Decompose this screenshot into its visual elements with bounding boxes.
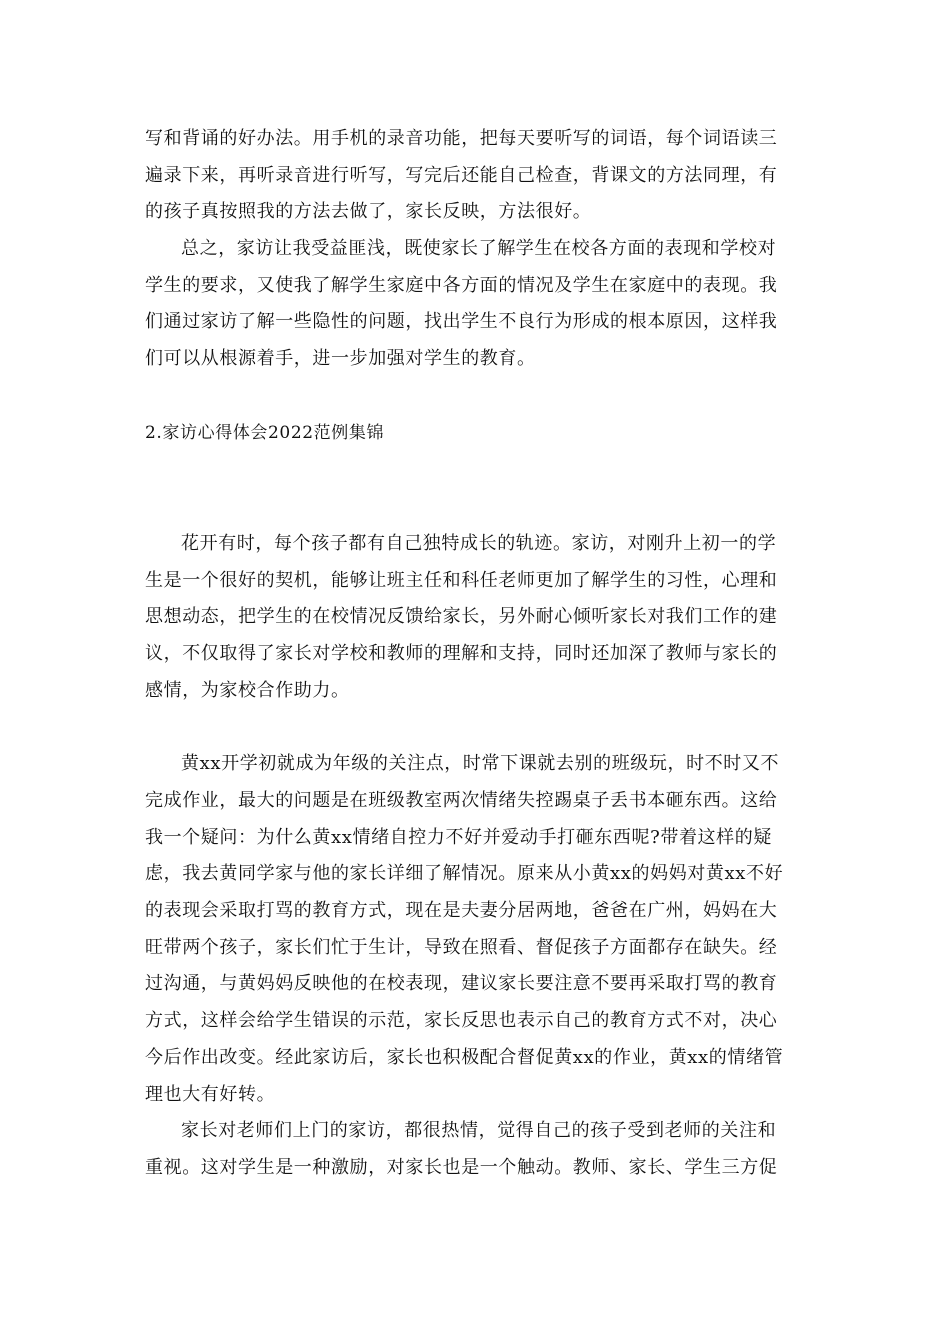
paragraph-1-line-3: 的孩子真按照我的方法去做了，家长反映，方法很好。 [145,201,592,222]
paragraph-2-line-2: 学生的要求，又使我了解学生家庭中各方面的情况及学生在家庭中的表现。我 [145,275,778,296]
paragraph-2-line-1: 总之，家访让我受益匪浅，既使家长了解学生在校各方面的表现和学校对 [181,238,777,259]
paragraph-4-line-10: 理也大有好转。 [145,1084,276,1105]
paragraph-3-line-2: 生是一个很好的契机，能够让班主任和科任老师更加了解学生的习性，心理和 [145,570,778,591]
paragraph-3-line-4: 议，不仅取得了家长对学校和教师的理解和支持，同时还加深了教师与家长的 [145,643,778,664]
paragraph-5-line-1: 家长对老师们上门的家访，都很热情，觉得自己的孩子受到老师的关注和 [181,1120,777,1141]
paragraph-3-line-3: 思想动态，把学生的在校情况反馈给家长，另外耐心倾听家长对我们工作的建 [145,606,778,627]
paragraph-4-line-3: 我一个疑问：为什么黄xx情绪自控力不好并爱动手打砸东西呢?带着这样的疑 [145,827,772,848]
paragraph-4-line-9: 今后作出改变。经此家访后，家长也积极配合督促黄xx的作业，黄xx的情绪管 [145,1047,784,1068]
paragraph-3-line-5: 感情，为家校合作助力。 [145,680,350,701]
paragraph-3-line-1: 花开有时，每个孩子都有自己独特成长的轨迹。家访，对刚升上初一的学 [181,533,777,554]
paragraph-1-line-2: 遍录下来，再听录音进行听写，写完后还能自己检查，背课文的方法同理，有 [145,165,778,186]
paragraph-4-line-6: 旺带两个孩子，家长们忙于生计，导致在照看、督促孩子方面都存在缺失。经 [145,937,778,958]
paragraph-4-line-2: 完成作业，最大的问题是在班级教室两次情绪失控踢桌子丢书本砸东西。这给 [145,790,778,811]
section-heading: 2.家访心得体会2022范例集锦 [145,423,385,443]
paragraph-4-line-8: 方式，这样会给学生错误的示范，家长反思也表示自己的教育方式不对，决心 [145,1010,778,1031]
paragraph-1-line-1: 写和背诵的好办法。用手机的录音功能，把每天要听写的词语，每个词语读三 [145,128,778,149]
paragraph-2-line-4: 们可以从根源着手，进一步加强对学生的教育。 [145,348,536,369]
paragraph-5-line-2: 重视。这对学生是一种激励，对家长也是一个触动。教师、家长、学生三方促 [145,1157,778,1178]
paragraph-4-line-7: 过沟通，与黄妈妈反映他的在校表现，建议家长要注意不要再采取打骂的教育 [145,973,778,994]
paragraph-2-line-3: 们通过家访了解一些隐性的问题，找出学生不良行为形成的根本原因，这样我 [145,311,778,332]
paragraph-4-line-5: 的表现会采取打骂的教育方式，现在是夫妻分居两地，爸爸在广州，妈妈在大 [145,900,778,921]
paragraph-4-line-1: 黄xx开学初就成为年级的关注点，时常下课就去别的班级玩，时不时又不 [181,753,780,774]
paragraph-4-line-4: 虑，我去黄同学家与他的家长详细了解情况。原来从小黄xx的妈妈对黄xx不好 [145,863,784,884]
